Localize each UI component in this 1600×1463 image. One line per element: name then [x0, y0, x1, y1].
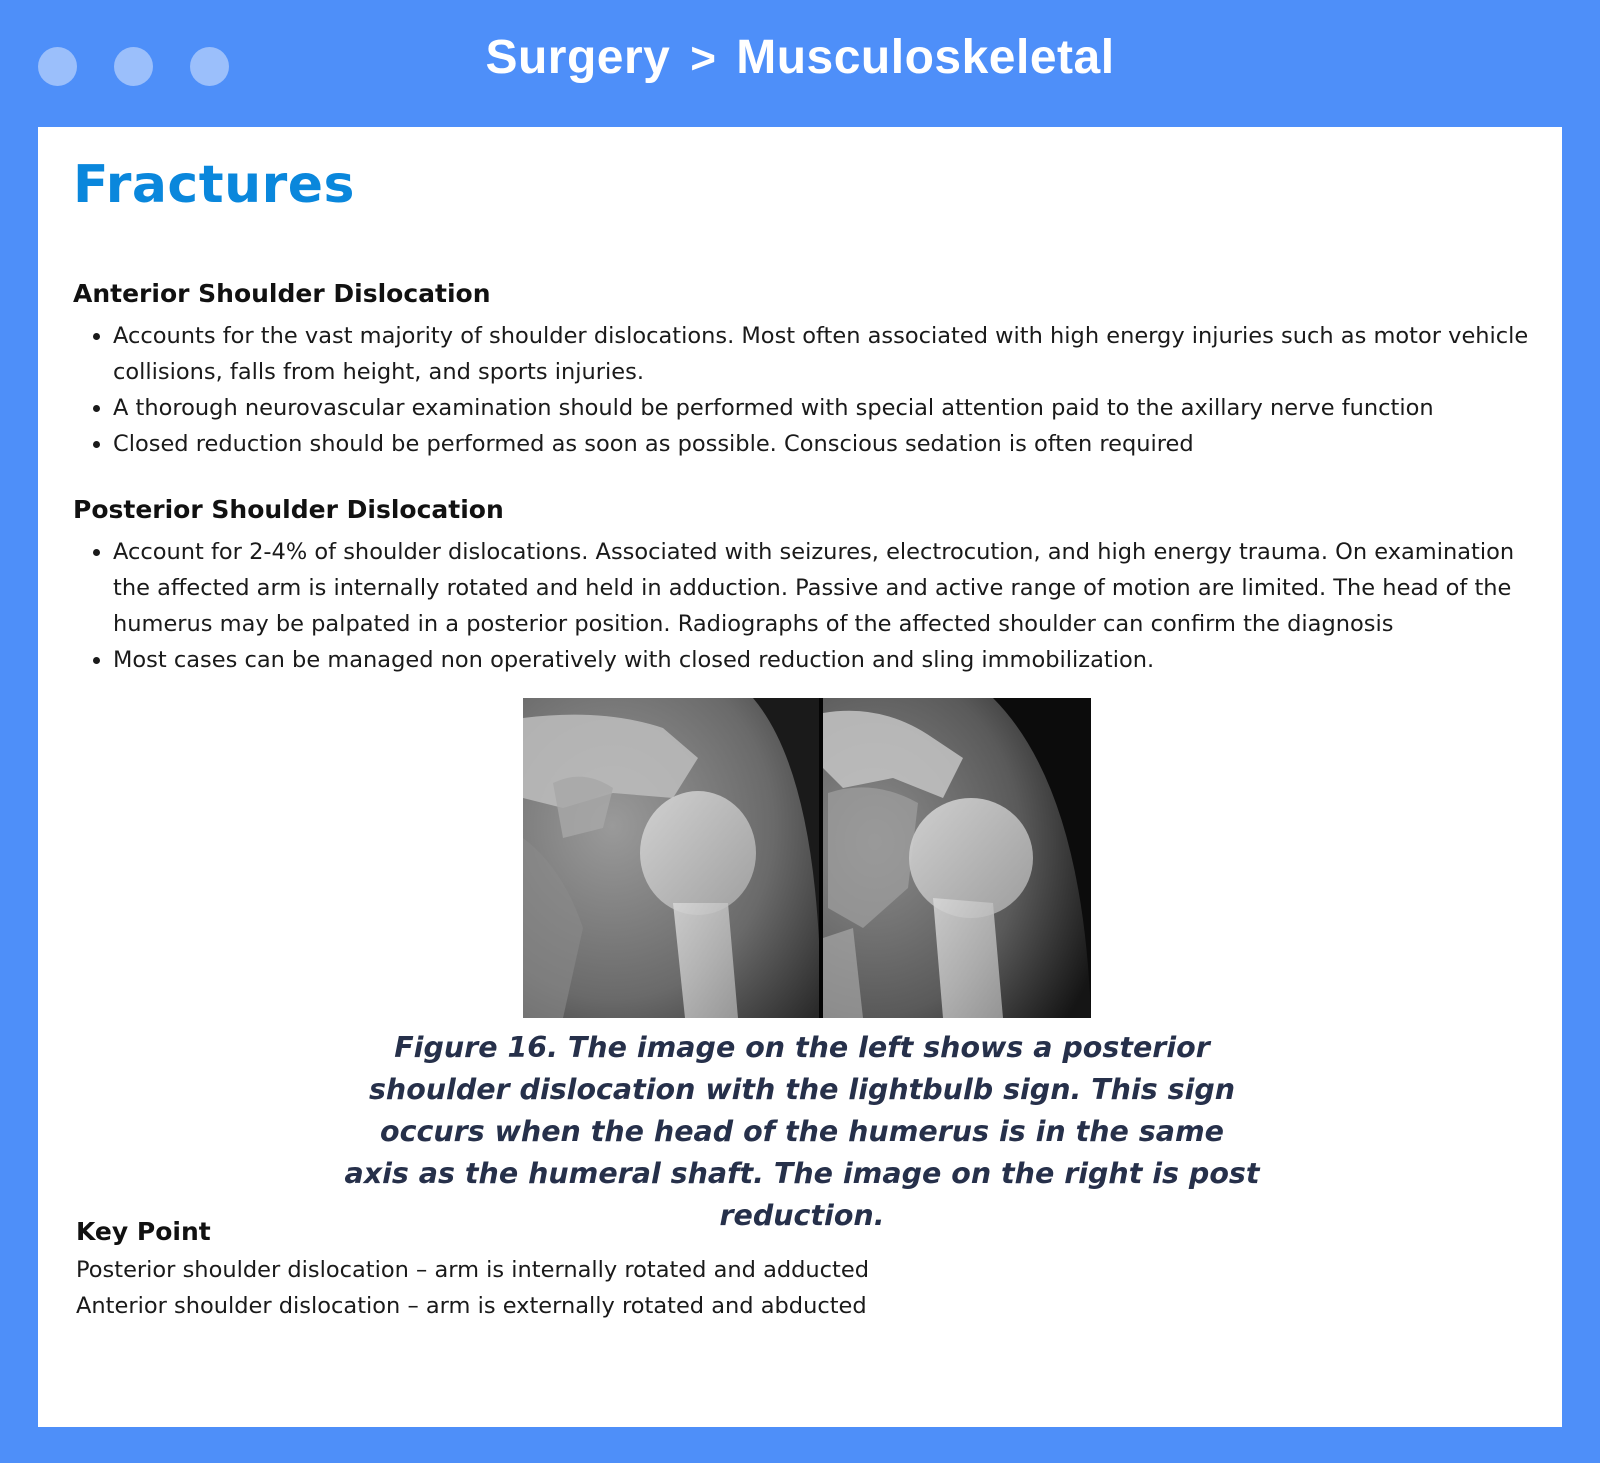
breadcrumb: [0, 30, 1600, 85]
xray-right-panel: [821, 698, 1091, 1018]
key-point-box: [76, 1217, 1276, 1324]
section-heading: Posterior Shoulder Dislocation: [73, 495, 504, 524]
breadcrumb-section[interactable]: Surgery: [485, 31, 671, 84]
xray-image: [523, 698, 1091, 1018]
caption-line: shoulder dislocation with the lightbulb sign. This sign: [368, 1073, 1236, 1106]
breadcrumb-topic[interactable]: Musculoskeletal: [736, 31, 1115, 84]
list-item: • A thorough neurovascular examination should be performed with special attention paid to the axillary nerve function: [113, 390, 1533, 426]
section-heading: Anterior Shoulder Dislocation: [73, 279, 491, 308]
section-anterior-dislocation: [73, 279, 1533, 462]
bullet-list: [73, 318, 1533, 462]
list-item: • Most cases can be managed non operatively with closed reduction and sling immobilization.: [113, 642, 1533, 678]
page-title: Fractures: [73, 155, 355, 215]
key-point-line: Posterior shoulder dislocation – arm is internally rotated and adducted: [76, 1257, 869, 1283]
figure-caption: [268, 1027, 1336, 1237]
list-item: • Accounts for the vast majority of shoulder dislocations. Most often associated with high energy injuries such as motor vehicle collisions, falls from height, and sports injuries.: [113, 318, 1533, 390]
content-panel: [38, 127, 1562, 1427]
breadcrumb-separator: >: [690, 34, 717, 83]
caption-line: axis as the humeral shaft. The image on the right is post reduction.: [344, 1157, 1260, 1232]
window-titlebar: [0, 0, 1600, 128]
key-point-line: Anterior shoulder dislocation – arm is externally rotated and abducted: [76, 1293, 867, 1319]
key-point-heading: Key Point: [76, 1217, 211, 1246]
xray-left-panel: [523, 698, 821, 1018]
shoulder-xray-figure: [523, 698, 1091, 1018]
list-item: • Closed reduction should be performed as soon as possible. Conscious sedation is often required: [113, 426, 1533, 462]
caption-line: occurs when the head of the humerus is in the same: [379, 1115, 1225, 1148]
bullet-list: [73, 534, 1533, 678]
list-item: • Account for 2-4% of shoulder dislocations. Associated with seizures, electrocution, and high energy trauma. On examination the affected arm is internally rotated and held in adduction. Passive and active range of motion are limited. The head of the humerus may be palpated in a posterior position. Radiographs of the affected shoulder can confirm the diagnosis: [113, 534, 1533, 642]
caption-line: Figure 16. The image on the left shows a posterior: [394, 1031, 1210, 1064]
section-posterior-dislocation: [73, 495, 1533, 678]
